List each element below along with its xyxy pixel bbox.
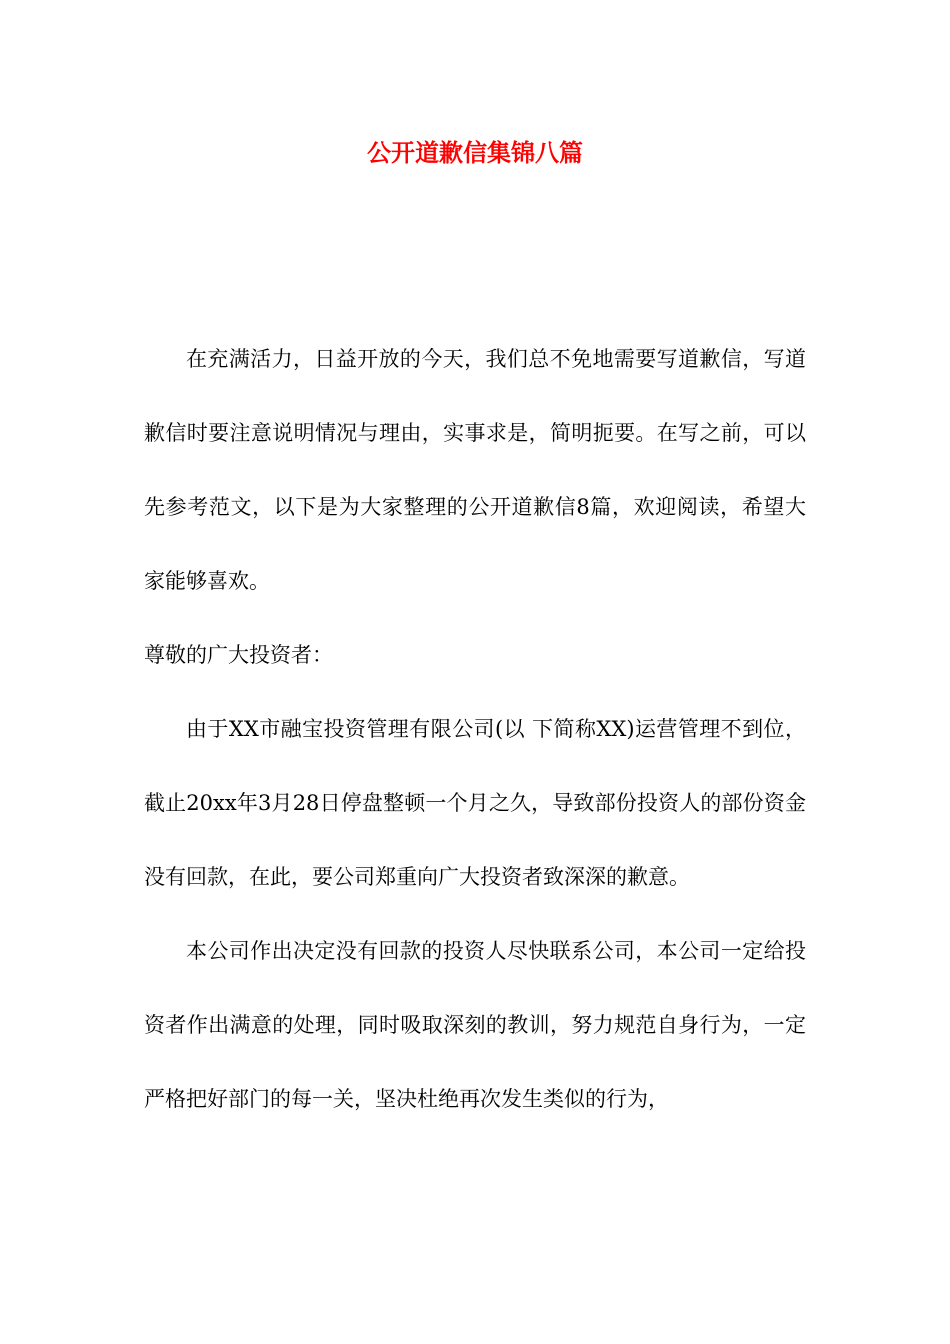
paragraph-commitment: 本公司作出决定没有回款的投资人尽快联系公司，本公司一定给投资者作出满意的处理，同时吸取深刻的教训，努力规范自身行为，一定严格把好部门的每一关，坚决杜绝再次发生类似的行为，: [144, 939, 806, 1111]
document-title: 公开道歉信集锦八篇: [367, 139, 583, 167]
document-body: [144, 322, 806, 1136]
paragraph-apology: 由于XX市融宝投资管理有限公司(以 下简称XX)运营管理不到位，截止20xx年3月28日停盘整顿一个月之久，导致部份投资人的部份资金没有回款，在此，要公司郑重向广大投资者致深深的歉意。: [144, 717, 806, 889]
paragraph-salutation: 尊敬的广大投资者：: [144, 643, 333, 667]
paragraph-intro: 在充满活力，日益开放的今天，我们总不免地需要写道歉信，写道歉信时要注意说明情况与理由，实事求是，简明扼要。在写之前，可以先参考范文，以下是为大家整理的公开道歉信8篇，欢迎阅读，希望大家能够喜欢。: [144, 347, 806, 593]
